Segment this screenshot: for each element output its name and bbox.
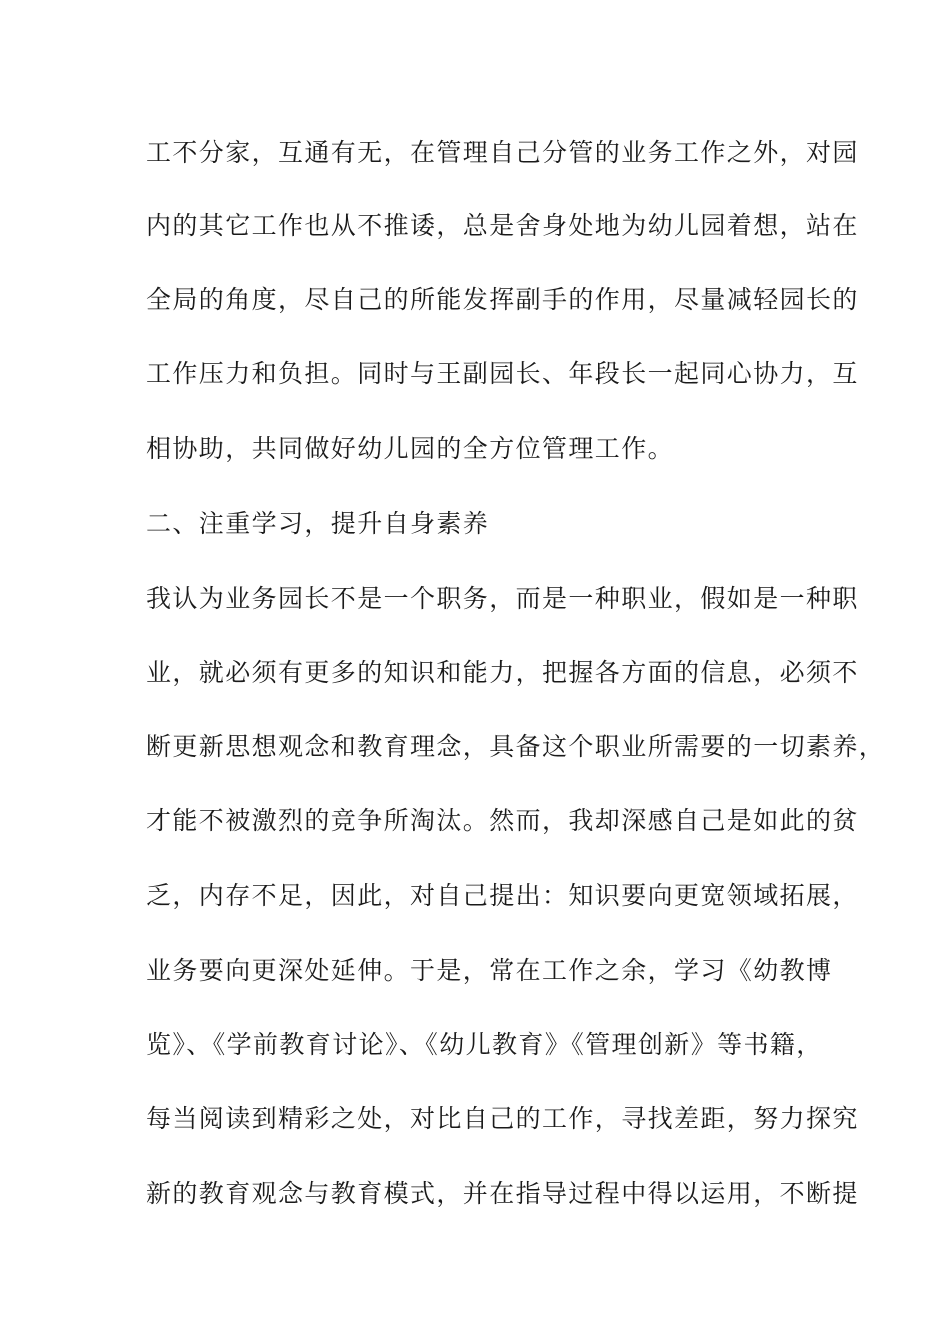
paragraph-line: 我认为业务园长不是一个职务，而是一种职业，假如是一种职	[146, 584, 859, 613]
paragraph-line: 新的教育观念与教育模式，并在指导过程中得以运用，不断提	[146, 1179, 859, 1208]
paragraph-line: 内的其它工作也从不推诿，总是舍身处地为幼儿园着想，站在	[146, 211, 859, 240]
section-heading: 二、注重学习，提升自身素养	[146, 509, 490, 538]
paragraph-line: 乏，内存不足，因此，对自己提出：知识要向更宽领域拓展，	[146, 881, 859, 910]
paragraph-line: 才能不被激烈的竞争所淘汰。然而，我却深感自己是如此的贫	[146, 806, 859, 835]
paragraph-line: 全局的角度，尽自己的所能发挥副手的作用，尽量减轻园长的	[146, 285, 859, 314]
paragraph-line: 业务要向更深处延伸。于是，常在工作之余，学习《幼教博	[146, 956, 833, 985]
paragraph-line: 工作压力和负担。同时与王副园长、年段长一起同心协力，互	[146, 359, 859, 388]
paragraph-line: 业，就必须有更多的知识和能力，把握各方面的信息，必须不	[146, 658, 859, 687]
paragraph-line: 工不分家，互通有无，在管理自己分管的业务工作之外，对园	[146, 138, 859, 167]
paragraph-line: 每当阅读到精彩之处，对比自己的工作，寻找差距，努力探究	[146, 1104, 859, 1133]
paragraph-line: 览》、《学前教育讨论》、《幼儿教育》《管理创新》等书籍，	[146, 1030, 823, 1059]
paragraph-line: 相协助，共同做好幼儿园的全方位管理工作。	[146, 434, 675, 463]
paragraph-line: 断更新思想观念和教育理念，具备这个职业所需要的一切素养，	[146, 732, 886, 761]
